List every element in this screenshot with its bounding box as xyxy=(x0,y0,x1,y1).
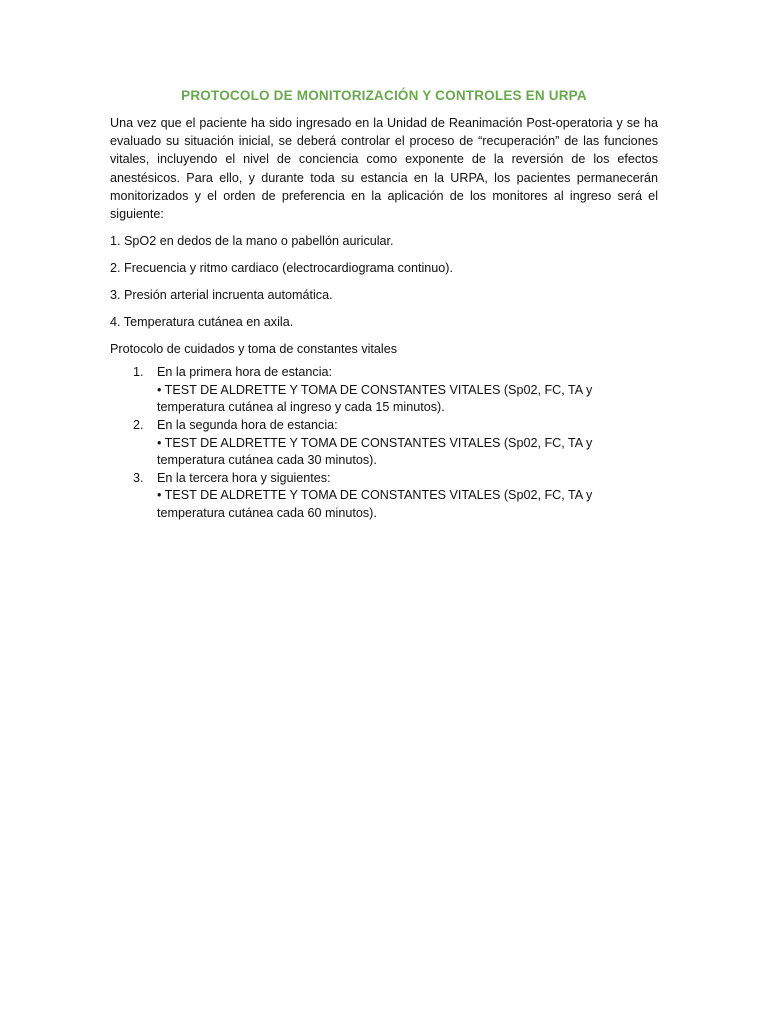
step-detail: • TEST DE ALDRETTE Y TOMA DE CONSTANTES VITALES (Sp02, FC, TA y temperatura cutánea cada 60 minutos). xyxy=(157,488,593,520)
protocol-step xyxy=(110,364,658,417)
document-page xyxy=(110,86,658,523)
protocol-step xyxy=(110,417,658,470)
intro-paragraph: Una vez que el paciente ha sido ingresado en la Unidad de Reanimación Post-operatoria y se ha evaluado su situación inicial, se deberá controlar el proceso de “recuperación” de las funciones vitales, incluyendo el nivel de conciencia como exponente de la reversión de los efectos anestésicos. Para ello, y durante toda su estancia en la URPA, los pacientes permanecerán monitorizados y el orden de preferencia en la aplicación de los monitores al ingreso será el siguiente: xyxy=(110,116,658,222)
step-heading: En la tercera hora y siguientes: xyxy=(157,470,331,485)
protocol-title: Protocolo de cuidados y toma de constantes vitales xyxy=(110,342,398,357)
monitor-item: 2. Frecuencia y ritmo cardiaco (electrocardiograma continuo). xyxy=(110,261,453,276)
step-detail: • TEST DE ALDRETTE Y TOMA DE CONSTANTES VITALES (Sp02, FC, TA y temperatura cutánea cada 30 minutos). xyxy=(157,435,593,468)
monitor-item: 3. Presión arterial incruenta automática. xyxy=(110,288,333,303)
document-title: PROTOCOLO DE MONITORIZACIÓN Y CONTROLES EN URPA xyxy=(181,88,587,103)
monitor-item: 1. SpO2 en dedos de la mano o pabellón auricular. xyxy=(110,234,394,249)
step-number: 2. xyxy=(133,418,144,432)
protocol-step xyxy=(110,470,658,523)
step-heading: En la segunda hora de estancia: xyxy=(157,418,338,432)
step-detail: • TEST DE ALDRETTE Y TOMA DE CONSTANTES VITALES (Sp02, FC, TA y temperatura cutánea al ingreso y cada 15 minutos). xyxy=(157,382,593,415)
protocol-steps-list xyxy=(110,364,658,522)
step-number: 1. xyxy=(133,365,144,380)
monitor-item: 4. Temperatura cutánea en axila. xyxy=(110,315,294,330)
step-number: 3. xyxy=(133,470,144,485)
step-heading: En la primera hora de estancia: xyxy=(157,365,333,380)
